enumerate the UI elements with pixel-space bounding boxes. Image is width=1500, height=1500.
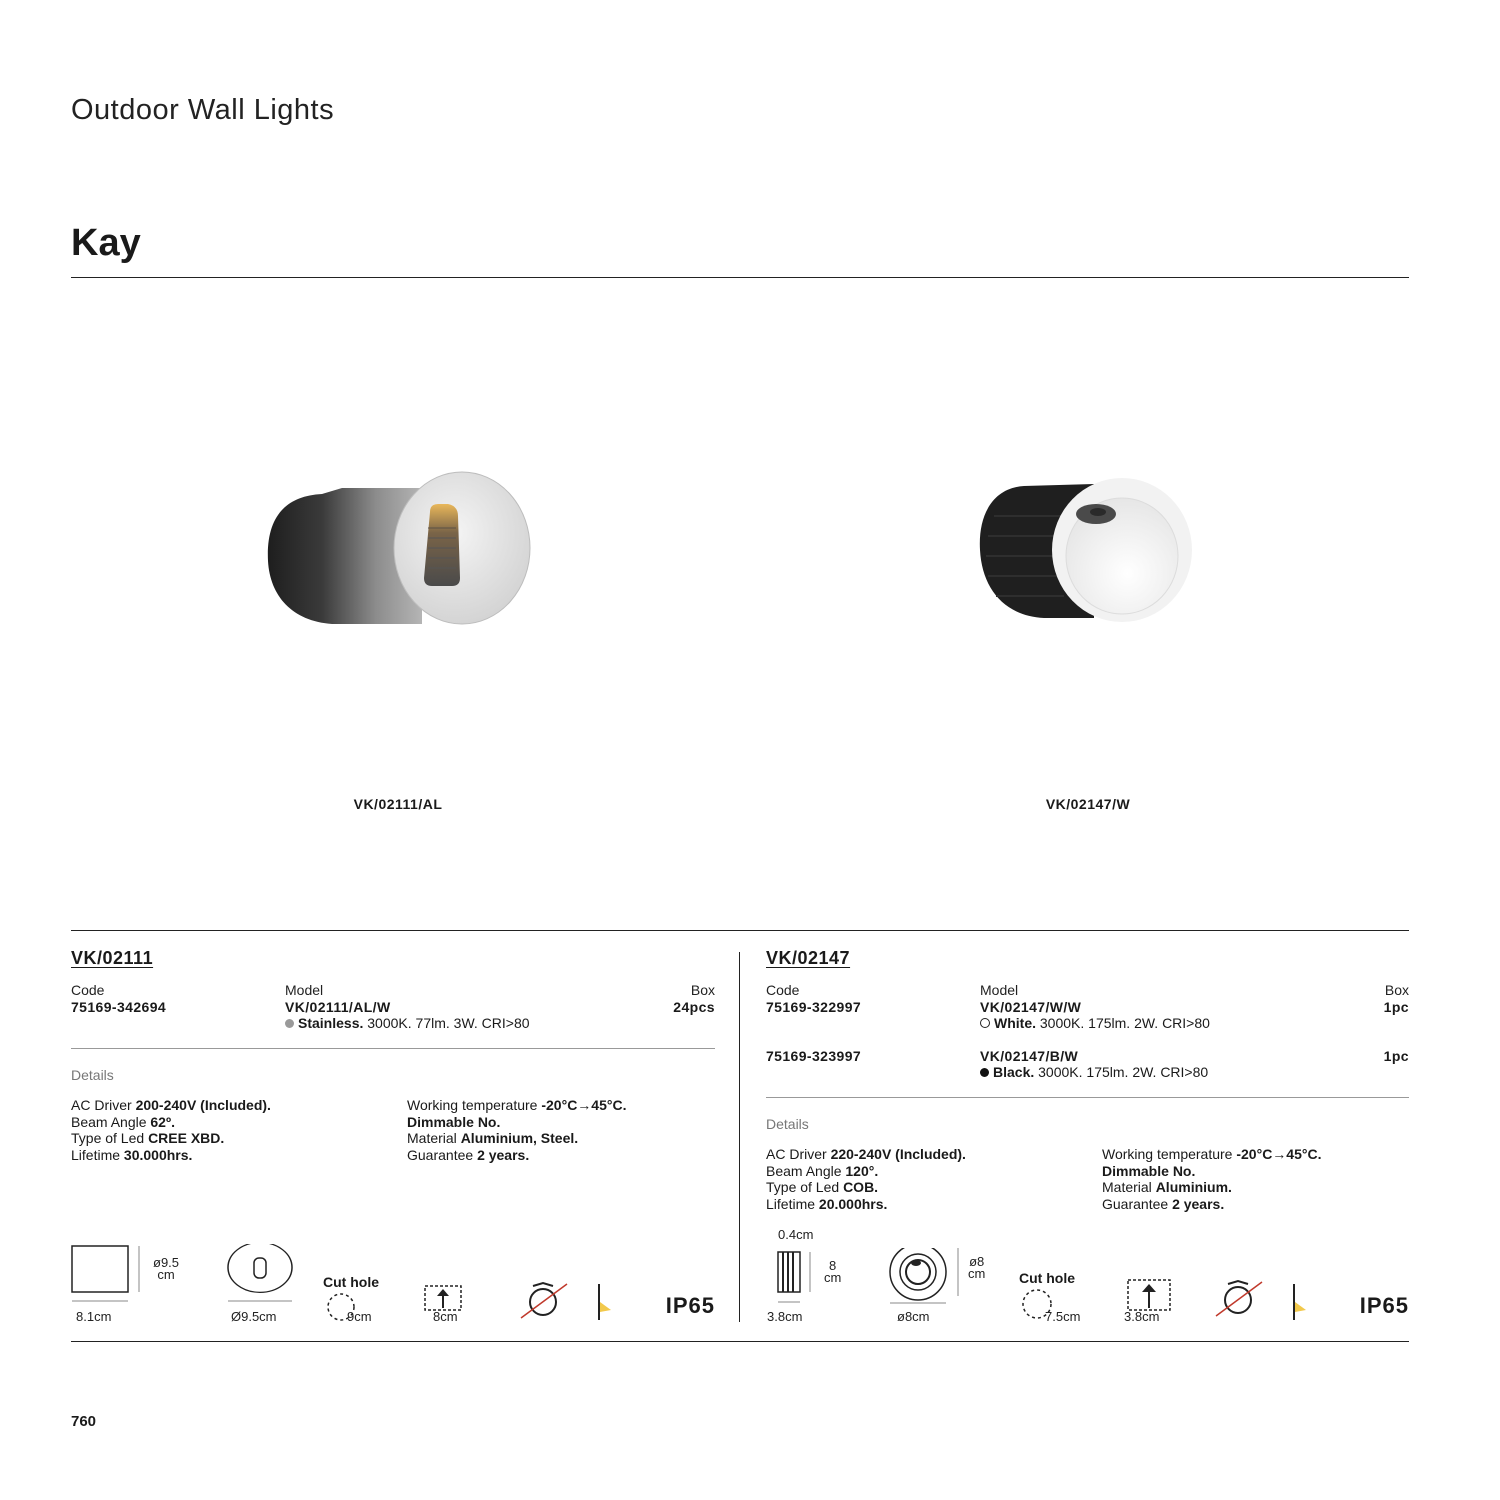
- spec-label: AC Driver: [766, 1146, 827, 1162]
- finish-name: Stainless.: [298, 1015, 364, 1031]
- details-left: [71, 1097, 271, 1163]
- cut-hole-label: Cut hole: [323, 1274, 379, 1290]
- spec-label: Working temperature: [407, 1097, 538, 1113]
- spec-value: 2 years.: [1172, 1195, 1225, 1212]
- column-divider: [739, 952, 740, 1322]
- section-title: VK/02111: [71, 948, 154, 968]
- page-number: 760: [71, 1413, 97, 1430]
- spec-value: COB.: [843, 1179, 879, 1195]
- variant-description: [285, 1015, 530, 1031]
- section-title: VK/02147: [766, 948, 851, 968]
- details-left: [766, 1146, 966, 1212]
- spec-value: 2 years.: [477, 1146, 530, 1163]
- finish-swatch: [980, 1068, 989, 1077]
- variant-code: 75169-322997: [766, 999, 862, 1015]
- code-label: Code: [766, 982, 800, 998]
- front-height-label: ø8 cm: [968, 1254, 986, 1281]
- flange-thickness-label: 0.4cm: [778, 1227, 814, 1242]
- variant-description: [980, 1064, 1208, 1080]
- variant-specs: 3000K. 77lm. 3W. CRI>80: [367, 1015, 530, 1031]
- round-wall-light-stainless-photo: [262, 466, 542, 636]
- spec-label: Dimmable: [407, 1113, 474, 1130]
- spec-label: Lifetime: [766, 1195, 816, 1212]
- variant-model: VK/02147/B/W: [980, 1048, 1079, 1064]
- table-top-rule: [71, 930, 1409, 931]
- spec-label: Guarantee: [407, 1146, 474, 1163]
- variant-box: 24pcs: [673, 999, 715, 1015]
- spec-value: -20°C→45°C.: [1236, 1146, 1322, 1162]
- details-rule: [766, 1097, 1409, 1098]
- not-dimmable-icon: [1214, 1278, 1268, 1318]
- variant-model: VK/02111/AL/W: [285, 999, 391, 1015]
- variant-box: 1pc: [1383, 1048, 1409, 1064]
- cut-hole-label: Cut hole: [1019, 1270, 1075, 1286]
- product-caption: VK/02147/W: [1045, 796, 1131, 812]
- not-dimmable-icon: [519, 1280, 573, 1320]
- side-height-label: 8 cm: [824, 1258, 842, 1285]
- details-right: [407, 1097, 626, 1163]
- spec-value: 30.000hrs.: [123, 1146, 193, 1163]
- finish-name: Black.: [993, 1064, 1035, 1080]
- spec-label: Type of Led: [71, 1130, 145, 1146]
- side-width-label: 8.1cm: [76, 1309, 112, 1324]
- spec-value: Aluminium, Steel.: [460, 1130, 579, 1146]
- spec-label: Material: [407, 1130, 457, 1146]
- spec-value: 200-240V (Included).: [135, 1097, 271, 1113]
- variant-box: 1pc: [1383, 999, 1409, 1015]
- family-title: Kay: [71, 222, 141, 264]
- spec-value: 120°.: [845, 1162, 879, 1179]
- section-vk02111: [71, 948, 715, 1328]
- front-dimension-icon: [886, 1248, 976, 1310]
- ip-rating: IP65: [1359, 1293, 1409, 1318]
- product-caption: VK/02111/AL: [353, 796, 443, 812]
- model-label: Model: [980, 982, 1019, 998]
- variant-specs: 3000K. 175lm. 2W. CRI>80: [1039, 1015, 1210, 1031]
- side-dimension-icon: [774, 1246, 830, 1308]
- spec-value: Aluminium.: [1155, 1179, 1232, 1195]
- beam-direction-icon: [593, 1282, 617, 1324]
- spec-label: Working temperature: [1102, 1146, 1233, 1162]
- finish-swatch: [285, 1019, 294, 1028]
- variant-description: [980, 1015, 1210, 1031]
- spec-value: No.: [477, 1113, 501, 1130]
- side-width-label: 3.8cm: [767, 1309, 803, 1324]
- finish-swatch: [980, 1018, 990, 1028]
- side-height-label: ø9.5 cm: [153, 1255, 180, 1282]
- spec-label: AC Driver: [71, 1097, 132, 1113]
- spec-value: 220-240V (Included).: [830, 1146, 966, 1162]
- finish-name: White.: [994, 1015, 1036, 1031]
- recess-depth-label: 8cm: [433, 1309, 458, 1324]
- side-dimension-icon: [71, 1244, 161, 1306]
- cut-hole-size-label: 7.5cm: [1045, 1309, 1081, 1324]
- table-bottom-rule: [71, 1341, 1409, 1342]
- spec-label: Dimmable: [1102, 1162, 1169, 1179]
- ip-rating: IP65: [665, 1293, 715, 1318]
- spec-value: 20.000hrs.: [818, 1195, 888, 1212]
- spec-label: Lifetime: [71, 1146, 121, 1163]
- box-label: Box: [1384, 982, 1409, 998]
- details-rule: [71, 1048, 715, 1049]
- spec-value: -20°C→45°C.: [541, 1097, 627, 1113]
- front-diameter-label: ø8cm: [897, 1309, 930, 1324]
- spec-label: Beam Angle: [766, 1162, 842, 1179]
- code-label: Code: [71, 982, 105, 998]
- spec-label: Beam Angle: [71, 1113, 147, 1130]
- variant-model: VK/02147/W/W: [980, 999, 1082, 1015]
- category-title: Outdoor Wall Lights: [71, 94, 335, 126]
- variant-specs: 3000K. 175lm. 2W. CRI>80: [1038, 1064, 1209, 1080]
- round-wall-light-white-photo: [974, 476, 1204, 626]
- spec-value: 62º.: [150, 1113, 175, 1130]
- front-dimension-icon: [225, 1244, 297, 1306]
- spec-value: CREE XBD.: [148, 1130, 225, 1146]
- details-right: [1102, 1146, 1321, 1212]
- spec-label: Material: [1102, 1179, 1152, 1195]
- variant-code: 75169-342694: [71, 999, 167, 1015]
- beam-direction-icon: [1288, 1282, 1312, 1324]
- spec-label: Type of Led: [766, 1179, 840, 1195]
- front-diameter-label: Ø9.5cm: [231, 1309, 277, 1324]
- recess-depth-label: 3.8cm: [1124, 1309, 1160, 1324]
- box-label: Box: [690, 982, 715, 998]
- spec-value: No.: [1172, 1162, 1196, 1179]
- spec-label: Guarantee: [1102, 1195, 1169, 1212]
- details-label: Details: [766, 1116, 809, 1132]
- variant-code: 75169-323997: [766, 1048, 862, 1064]
- details-label: Details: [71, 1067, 114, 1083]
- cut-hole-size-label: 9cm: [347, 1309, 372, 1324]
- section-vk02147: [766, 948, 1409, 1328]
- header-rule: [71, 277, 1409, 278]
- model-label: Model: [285, 982, 324, 998]
